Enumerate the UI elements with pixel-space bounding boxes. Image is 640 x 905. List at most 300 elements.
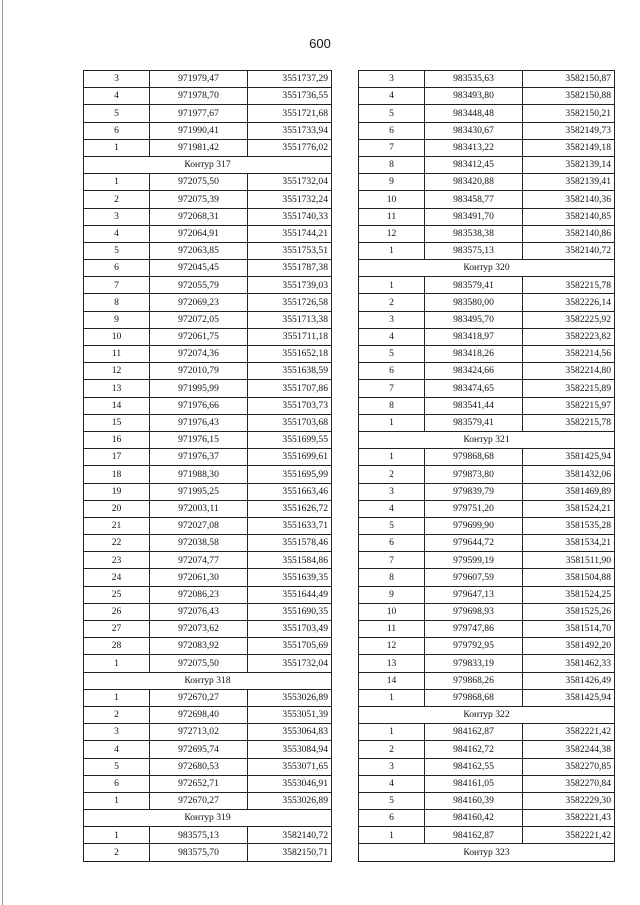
y-coordinate-cell: 3551721,68: [248, 105, 332, 122]
contour-title: Контур 321: [359, 431, 615, 448]
table-row: [359, 466, 615, 483]
x-coordinate-cell: 972068,31: [150, 208, 248, 225]
point-number-cell: 3: [84, 724, 150, 741]
x-coordinate-cell: 979647,13: [425, 586, 523, 603]
point-number-cell: 2: [84, 844, 150, 861]
table-row: [84, 758, 332, 775]
point-number-cell: 1: [359, 414, 425, 431]
point-number-cell: 28: [84, 638, 150, 655]
table-row: [84, 328, 332, 345]
table-row: [84, 706, 332, 723]
point-number-cell: 6: [359, 535, 425, 552]
point-number-cell: 7: [359, 139, 425, 156]
table-row: [84, 775, 332, 792]
y-coordinate-cell: 3582215,78: [523, 277, 615, 294]
table-row: [359, 792, 615, 809]
y-coordinate-cell: 3551705,69: [248, 638, 332, 655]
table-row: [359, 827, 615, 844]
point-number-cell: 3: [84, 208, 150, 225]
table-row: [359, 621, 615, 638]
y-coordinate-cell: 3582270,85: [523, 758, 615, 775]
x-coordinate-cell: 972045,45: [150, 260, 248, 277]
point-number-cell: 1: [84, 655, 150, 672]
table-row: [359, 311, 615, 328]
point-number-cell: 4: [84, 225, 150, 242]
scan-edge-line: [2, 0, 3, 905]
x-coordinate-cell: 983579,41: [425, 277, 523, 294]
x-coordinate-cell: 972063,85: [150, 242, 248, 259]
table-row: [359, 156, 615, 173]
y-coordinate-cell: 3551713,38: [248, 311, 332, 328]
x-coordinate-cell: 972680,53: [150, 758, 248, 775]
y-coordinate-cell: 3551776,02: [248, 139, 332, 156]
x-coordinate-cell: 979699,90: [425, 517, 523, 534]
y-coordinate-cell: 3553084,94: [248, 741, 332, 758]
x-coordinate-cell: 979698,93: [425, 603, 523, 620]
x-coordinate-cell: 984162,72: [425, 741, 523, 758]
point-number-cell: 5: [359, 105, 425, 122]
table-row: [84, 311, 332, 328]
table-row: [359, 810, 615, 827]
point-number-cell: 1: [359, 242, 425, 259]
point-number-cell: 2: [359, 294, 425, 311]
table-row: [359, 569, 615, 586]
table-row: [84, 827, 332, 844]
y-coordinate-cell: 3553026,89: [248, 689, 332, 706]
point-number-cell: 24: [84, 569, 150, 586]
y-coordinate-cell: 3581426,49: [523, 672, 615, 689]
point-number-cell: 9: [359, 174, 425, 191]
y-coordinate-cell: 3551633,71: [248, 517, 332, 534]
contour-header-row: [84, 672, 332, 689]
table-row: [359, 328, 615, 345]
x-coordinate-cell: 971981,42: [150, 139, 248, 156]
contour-header-row: [359, 706, 615, 723]
y-coordinate-cell: 3553071,65: [248, 758, 332, 775]
y-coordinate-cell: 3582149,18: [523, 139, 615, 156]
point-number-cell: 27: [84, 621, 150, 638]
table-row: [359, 500, 615, 517]
y-coordinate-cell: 3582229,30: [523, 792, 615, 809]
point-number-cell: 10: [84, 328, 150, 345]
x-coordinate-cell: 972695,74: [150, 741, 248, 758]
table-row: [359, 655, 615, 672]
contour-header-row: [84, 810, 332, 827]
point-number-cell: 7: [84, 277, 150, 294]
y-coordinate-cell: 3551695,99: [248, 466, 332, 483]
table-row: [84, 380, 332, 397]
table-row: [359, 242, 615, 259]
point-number-cell: 26: [84, 603, 150, 620]
y-coordinate-cell: 3582215,89: [523, 380, 615, 397]
x-coordinate-cell: 972061,30: [150, 569, 248, 586]
x-coordinate-cell: 984161,05: [425, 775, 523, 792]
y-coordinate-cell: 3582140,86: [523, 225, 615, 242]
table-row: [359, 397, 615, 414]
x-coordinate-cell: 983474,65: [425, 380, 523, 397]
y-coordinate-cell: 3551732,04: [248, 174, 332, 191]
contour-header-row: [359, 844, 615, 861]
x-coordinate-cell: 983420,88: [425, 174, 523, 191]
table-row: [359, 535, 615, 552]
x-coordinate-cell: 979644,72: [425, 535, 523, 552]
contour-title: Контур 318: [84, 672, 332, 689]
y-coordinate-cell: 3551753,51: [248, 242, 332, 259]
table-row: [359, 775, 615, 792]
point-number-cell: 6: [84, 260, 150, 277]
table-row: [359, 380, 615, 397]
table-row: [84, 500, 332, 517]
x-coordinate-cell: 972698,40: [150, 706, 248, 723]
x-coordinate-cell: 972038,58: [150, 535, 248, 552]
y-coordinate-cell: 3551638,59: [248, 363, 332, 380]
table-row: [359, 122, 615, 139]
table-row: [359, 724, 615, 741]
y-coordinate-cell: 3551699,61: [248, 449, 332, 466]
x-coordinate-cell: 983538,38: [425, 225, 523, 242]
table-row: [359, 638, 615, 655]
point-number-cell: 7: [359, 552, 425, 569]
x-coordinate-cell: 984162,55: [425, 758, 523, 775]
x-coordinate-cell: 972083,92: [150, 638, 248, 655]
table-row: [359, 517, 615, 534]
x-coordinate-cell: 983413,22: [425, 139, 523, 156]
table-row: [84, 105, 332, 122]
table-row: [84, 517, 332, 534]
x-coordinate-cell: 979607,59: [425, 569, 523, 586]
y-coordinate-cell: 3581511,90: [523, 552, 615, 569]
y-coordinate-cell: 3551744,21: [248, 225, 332, 242]
table-row: [84, 277, 332, 294]
x-coordinate-cell: 972073,62: [150, 621, 248, 638]
y-coordinate-cell: 3582150,21: [523, 105, 615, 122]
point-number-cell: 4: [84, 88, 150, 105]
point-number-cell: 2: [359, 741, 425, 758]
point-number-cell: 11: [84, 346, 150, 363]
table-row: [84, 122, 332, 139]
table-row: [359, 689, 615, 706]
y-coordinate-cell: 3581514,70: [523, 621, 615, 638]
point-number-cell: 4: [359, 328, 425, 345]
y-coordinate-cell: 3581425,94: [523, 449, 615, 466]
point-number-cell: 17: [84, 449, 150, 466]
y-coordinate-cell: 3581504,88: [523, 569, 615, 586]
x-coordinate-cell: 971976,37: [150, 449, 248, 466]
x-coordinate-cell: 983579,41: [425, 414, 523, 431]
x-coordinate-cell: 972670,27: [150, 792, 248, 809]
point-number-cell: 1: [84, 689, 150, 706]
point-number-cell: 4: [359, 775, 425, 792]
x-coordinate-cell: 983493,80: [425, 88, 523, 105]
y-coordinate-cell: 3581524,25: [523, 586, 615, 603]
table-row: [84, 260, 332, 277]
y-coordinate-cell: 3551787,38: [248, 260, 332, 277]
contour-header-row: [84, 156, 332, 173]
x-coordinate-cell: 971978,70: [150, 88, 248, 105]
table-row: [84, 792, 332, 809]
point-number-cell: 8: [359, 397, 425, 414]
point-number-cell: 5: [359, 792, 425, 809]
table-row: [84, 346, 332, 363]
y-coordinate-cell: 3581525,26: [523, 603, 615, 620]
y-coordinate-cell: 3582149,73: [523, 122, 615, 139]
table-row: [84, 71, 332, 88]
point-number-cell: 25: [84, 586, 150, 603]
y-coordinate-cell: 3582225,92: [523, 311, 615, 328]
table-row: [84, 139, 332, 156]
point-number-cell: 5: [84, 105, 150, 122]
y-coordinate-cell: 3581535,28: [523, 517, 615, 534]
x-coordinate-cell: 972086,23: [150, 586, 248, 603]
point-number-cell: 3: [359, 483, 425, 500]
x-coordinate-cell: 971977,67: [150, 105, 248, 122]
point-number-cell: 12: [359, 225, 425, 242]
y-coordinate-cell: 3582221,42: [523, 827, 615, 844]
x-coordinate-cell: 972713,02: [150, 724, 248, 741]
table-row: [84, 431, 332, 448]
y-coordinate-cell: 3582214,56: [523, 346, 615, 363]
table-row: [359, 139, 615, 156]
y-coordinate-cell: 3551736,55: [248, 88, 332, 105]
table-row: [84, 689, 332, 706]
x-coordinate-cell: 972075,50: [150, 174, 248, 191]
y-coordinate-cell: 3551703,68: [248, 414, 332, 431]
y-coordinate-cell: 3551703,49: [248, 621, 332, 638]
contour-header-row: [359, 431, 615, 448]
y-coordinate-cell: 3551732,24: [248, 191, 332, 208]
y-coordinate-cell: 3553046,91: [248, 775, 332, 792]
table-row: [359, 552, 615, 569]
x-coordinate-cell: 984160,39: [425, 792, 523, 809]
contour-header-row: [359, 260, 615, 277]
x-coordinate-cell: 983491,70: [425, 208, 523, 225]
table-row: [84, 363, 332, 380]
table-row: [84, 191, 332, 208]
x-coordinate-cell: 983418,26: [425, 346, 523, 363]
table-row: [84, 414, 332, 431]
point-number-cell: 6: [359, 363, 425, 380]
point-number-cell: 20: [84, 500, 150, 517]
table-row: [359, 363, 615, 380]
table-row: [359, 449, 615, 466]
table-row: [359, 294, 615, 311]
point-number-cell: 16: [84, 431, 150, 448]
point-number-cell: 4: [359, 88, 425, 105]
point-number-cell: 5: [84, 758, 150, 775]
y-coordinate-cell: 3551584,86: [248, 552, 332, 569]
x-coordinate-cell: 972076,43: [150, 603, 248, 620]
y-coordinate-cell: 3582223,82: [523, 328, 615, 345]
y-coordinate-cell: 3551740,33: [248, 208, 332, 225]
point-number-cell: 13: [84, 380, 150, 397]
x-coordinate-cell: 983575,13: [150, 827, 248, 844]
point-number-cell: 22: [84, 535, 150, 552]
point-number-cell: 3: [359, 311, 425, 328]
table-row: [359, 603, 615, 620]
table-row: [359, 88, 615, 105]
table-row: [84, 397, 332, 414]
y-coordinate-cell: 3551699,55: [248, 431, 332, 448]
x-coordinate-cell: 971979,47: [150, 71, 248, 88]
x-coordinate-cell: 983575,70: [150, 844, 248, 861]
point-number-cell: 6: [359, 122, 425, 139]
x-coordinate-cell: 983535,63: [425, 71, 523, 88]
x-coordinate-cell: 979599,19: [425, 552, 523, 569]
y-coordinate-cell: 3582140,72: [248, 827, 332, 844]
point-number-cell: 1: [84, 174, 150, 191]
point-number-cell: 1: [359, 827, 425, 844]
point-number-cell: 14: [359, 672, 425, 689]
x-coordinate-cell: 983412,45: [425, 156, 523, 173]
x-coordinate-cell: 983541,44: [425, 397, 523, 414]
y-coordinate-cell: 3582140,72: [523, 242, 615, 259]
y-coordinate-cell: 3582150,87: [523, 71, 615, 88]
x-coordinate-cell: 972010,79: [150, 363, 248, 380]
x-coordinate-cell: 972074,36: [150, 346, 248, 363]
point-number-cell: 12: [359, 638, 425, 655]
x-coordinate-cell: 971976,66: [150, 397, 248, 414]
x-coordinate-cell: 979868,26: [425, 672, 523, 689]
table-row: [359, 758, 615, 775]
y-coordinate-cell: 3551703,73: [248, 397, 332, 414]
point-number-cell: 2: [84, 706, 150, 723]
table-row: [84, 621, 332, 638]
point-number-cell: 1: [84, 139, 150, 156]
y-coordinate-cell: 3553064,83: [248, 724, 332, 741]
table-row: [84, 638, 332, 655]
point-number-cell: 8: [84, 294, 150, 311]
table-row: [84, 174, 332, 191]
y-coordinate-cell: 3582139,14: [523, 156, 615, 173]
contour-title: Контур 320: [359, 260, 615, 277]
x-coordinate-cell: 983458,77: [425, 191, 523, 208]
table-row: [359, 277, 615, 294]
point-number-cell: 11: [359, 208, 425, 225]
y-coordinate-cell: 3581469,89: [523, 483, 615, 500]
table-row: [359, 414, 615, 431]
point-number-cell: 6: [359, 810, 425, 827]
x-coordinate-cell: 972064,91: [150, 225, 248, 242]
point-number-cell: 4: [359, 500, 425, 517]
table-row: [84, 552, 332, 569]
point-number-cell: 5: [84, 242, 150, 259]
x-coordinate-cell: 971976,43: [150, 414, 248, 431]
contour-title: Контур 317: [84, 156, 332, 173]
x-coordinate-cell: 972069,23: [150, 294, 248, 311]
point-number-cell: 12: [84, 363, 150, 380]
table-row: [359, 225, 615, 242]
point-number-cell: 8: [359, 569, 425, 586]
x-coordinate-cell: 972055,79: [150, 277, 248, 294]
y-coordinate-cell: 3582215,78: [523, 414, 615, 431]
y-coordinate-cell: 3582215,97: [523, 397, 615, 414]
x-coordinate-cell: 972061,75: [150, 328, 248, 345]
table-row: [359, 208, 615, 225]
table-row: [359, 174, 615, 191]
table-row: [359, 672, 615, 689]
table-row: [359, 71, 615, 88]
x-coordinate-cell: 983424,66: [425, 363, 523, 380]
y-coordinate-cell: 3551733,94: [248, 122, 332, 139]
point-number-cell: 2: [359, 466, 425, 483]
y-coordinate-cell: 3582140,36: [523, 191, 615, 208]
table-row: [84, 294, 332, 311]
table-row: [84, 535, 332, 552]
y-coordinate-cell: 3551739,03: [248, 277, 332, 294]
table-row: [84, 844, 332, 861]
point-number-cell: 11: [359, 621, 425, 638]
contour-title: Контур 319: [84, 810, 332, 827]
x-coordinate-cell: 983430,67: [425, 122, 523, 139]
y-coordinate-cell: 3582226,14: [523, 294, 615, 311]
point-number-cell: 2: [84, 191, 150, 208]
y-coordinate-cell: 3551639,35: [248, 569, 332, 586]
x-coordinate-cell: 979792,95: [425, 638, 523, 655]
x-coordinate-cell: 979868,68: [425, 689, 523, 706]
point-number-cell: 15: [84, 414, 150, 431]
point-number-cell: 23: [84, 552, 150, 569]
point-number-cell: 3: [359, 758, 425, 775]
table-row: [84, 225, 332, 242]
point-number-cell: 5: [359, 517, 425, 534]
point-number-cell: 1: [359, 277, 425, 294]
point-number-cell: 6: [84, 122, 150, 139]
y-coordinate-cell: 3582140,85: [523, 208, 615, 225]
y-coordinate-cell: 3581524,21: [523, 500, 615, 517]
point-number-cell: 8: [359, 156, 425, 173]
point-number-cell: 3: [359, 71, 425, 88]
point-number-cell: 14: [84, 397, 150, 414]
point-number-cell: 9: [84, 311, 150, 328]
table-row: [359, 483, 615, 500]
y-coordinate-cell: 3582214,80: [523, 363, 615, 380]
x-coordinate-cell: 972027,08: [150, 517, 248, 534]
y-coordinate-cell: 3551690,35: [248, 603, 332, 620]
table-row: [84, 466, 332, 483]
y-coordinate-cell: 3551707,86: [248, 380, 332, 397]
point-number-cell: 1: [84, 792, 150, 809]
x-coordinate-cell: 971988,30: [150, 466, 248, 483]
y-coordinate-cell: 3582270,84: [523, 775, 615, 792]
y-coordinate-cell: 3551578,46: [248, 535, 332, 552]
x-coordinate-cell: 983418,97: [425, 328, 523, 345]
x-coordinate-cell: 984160,42: [425, 810, 523, 827]
table-row: [359, 586, 615, 603]
x-coordinate-cell: 979751,20: [425, 500, 523, 517]
y-coordinate-cell: 3553051,39: [248, 706, 332, 723]
table-row: [359, 191, 615, 208]
y-coordinate-cell: 3582150,71: [248, 844, 332, 861]
point-number-cell: 3: [84, 71, 150, 88]
point-number-cell: 1: [359, 449, 425, 466]
y-coordinate-cell: 3582139,41: [523, 174, 615, 191]
table-row: [84, 208, 332, 225]
x-coordinate-cell: 972075,39: [150, 191, 248, 208]
x-coordinate-cell: 972072,05: [150, 311, 248, 328]
coordinates-table-left: [83, 70, 332, 862]
x-coordinate-cell: 979868,68: [425, 449, 523, 466]
x-coordinate-cell: 984162,87: [425, 724, 523, 741]
table-row: [84, 88, 332, 105]
x-coordinate-cell: 971976,15: [150, 431, 248, 448]
table-row: [84, 586, 332, 603]
coordinates-table-right: [358, 70, 615, 862]
y-coordinate-cell: 3551652,18: [248, 346, 332, 363]
point-number-cell: 1: [359, 724, 425, 741]
x-coordinate-cell: 979839,79: [425, 483, 523, 500]
x-coordinate-cell: 972670,27: [150, 689, 248, 706]
y-coordinate-cell: 3581534,21: [523, 535, 615, 552]
